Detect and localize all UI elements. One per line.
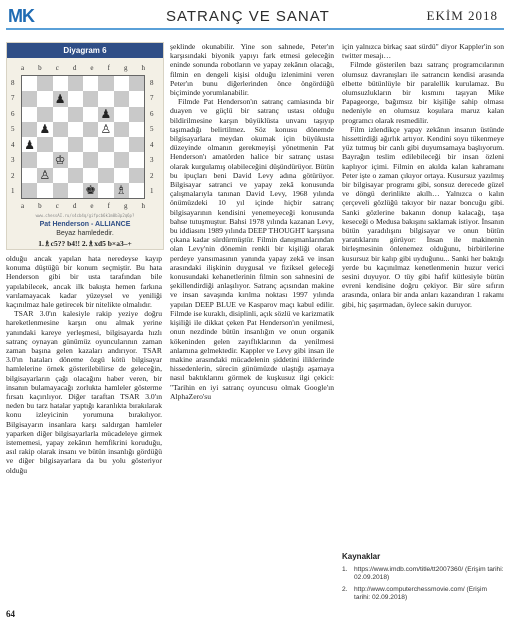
text-column-3 [342, 42, 504, 309]
board-square [129, 91, 144, 106]
board-square [98, 152, 113, 167]
file-label: g [123, 202, 128, 210]
diagram-players: Pat Henderson - ALLIANCE [39, 221, 131, 228]
paragraph: şeklinde okunabilir. Yine son sahnede, Peter'ın karşısındaki biyonik yapıyı fark etmesi geleceğin eninde sonunda robotların ve yapay zekânın olacağı, filmin en dengeli kişisi olduğu izlenimini veren Peter'ın bunu diğerlerinden önce öngördüğü biçiminde yorumlanabilir. [170, 42, 334, 98]
magazine-logo: MK [8, 6, 34, 26]
board-square [83, 152, 98, 167]
page-number: 64 [6, 609, 15, 619]
file-label: h [141, 64, 145, 72]
rank-label: 7 [150, 94, 154, 103]
chess-diagram [6, 42, 164, 250]
file-label: d [72, 202, 77, 210]
board-square [37, 137, 52, 152]
chess-piece-square: ♗ [114, 183, 129, 198]
chess-piece-square: ♙ [37, 168, 52, 183]
rank-label: 4 [11, 140, 15, 149]
chess-piece-square: ♟ [53, 91, 68, 106]
file-label: c [55, 64, 59, 72]
chess-board [21, 75, 145, 199]
board-square [129, 152, 144, 167]
paragraph: Filmde Pat Henderson'ın satranç camiasında bir duayen ve güçlü bir satranç ustası olduğu bildirilmesine karşın büyüklüsta unvanı taşıyıp taşımadığı belirtilmez. Söz konusu dönemde bilgisayarlara meydan okumak için büyükusta düzeyinde olmanın gerekmeyişi yönetmenin Pat Henderson'ı amatörden halice bir satranç ustası olarak kurgulamış olabileceğini düşündürüyor. Bütün bu ipuçları beni David Levy adına götürüyor. Bilgisayar satranci ve yapay zekâ konusunda çalışmalarıyla tanınan David Levy, 1968 yılında önümüzdeki 10 yıl içinde hiçbir satranç bilgisayarının kendisini yenemeyeceği konusunda bahse tutuşmuştur. Bahsi 1978 yılında kazanan Levy, bu iddiasını 1989 yılında DEEP THOUGHT karşısına çıkana kadar sürdürmüştür. Filmin danışmanlarından olan Levy'nin dönemin renkli bir kişiliği olarak perdeye yansımasının yanında yapay zekâ ve insan arasındaki ilişkinin duygusal ve fiziksel geleceği konusundaki kehanetlerinin filmin son sahnesini de şekillendirdiği anlaşılıyor. Satranç açısından makine ve insan savaşında kırılma noktası 1997 yılında yapılan DEEP BLUE ve Kasparov maçı kabul edilir. Filmde ise kuraklı, disiplinli, açık sözlü ve karizmatik kişiliği ile dikkat çeken Pat Henderson'ın yenilmesi, onun nezdinde bütün insanlığın ve onun organik kökeninden gelen zayıflıklarının da yenilmesi anlamına gelmektedir. Kappler ve Levy gibi insan ile makine arasındaki mücadelenin şiddetini iliklerinde hissedenlerin, sürecin günümüzde ulaştığı aşamaya nasıl baktıklarını görmek de kuşkusuz ilgi çekici: "Tarihin en iyi satranç oyuncusu olmak Google'ın AlphaZero'su [170, 97, 334, 401]
reference-number: 2. [342, 585, 348, 593]
issue-date: EKİM 2018 [426, 8, 498, 23]
rank-label: 2 [150, 171, 154, 180]
paragraph: Film izlendikçe yapay zekânın insanın üstünde hissettirdiği ağırlık artıyor. Kendini soyu tükenmeye yüz tutmuş bir canlı gibi duyumsamaya başlıyorum. Bayrağın teslim edilebileceği bir insan özleni kaplıyor içimi. Filmin en akılda kalan kahramanı Peter işte o zaman çıkıyor ortaya. Kusursuz yazılmış bir bilgisayar programı gibi, sonsuz derecede güzel ve döngü derinlikte akılh… Yalnızca o kalın çerçeveli gözlüğü takıyor bir nazar boncuğu gibi. Sanki gözlerine bakanın donup kalacağı, taşa keseceği o Medusa bakışını saklamak istiyor. İnsanın bütün yaradılışını bilgisayar ve onun bütün yaratıklarını görüyor: İnsan ile makinenin birleşmesinin önlenemez olduğunu, birbirilerine kusursuz bir kalıp gibi uyduğunu... Sanki her baktığı yerde bu kaçınılmaz kenetlenmenin huzur verici sesini duyuyor. O tüy gibi hafif kütlesiyle bütün evreni kendisine doğru çekiyor. Bir süre sıfırın arasında, onlara bir anda anları kazandıran 1 rakamı gibi, hiç şaşırmadan, öylece sakin duruyor. [342, 124, 504, 309]
board-square [22, 76, 37, 91]
board-square [98, 91, 113, 106]
file-label: f [107, 202, 110, 210]
paragraph: için yalnızca birkaç saat sürdü" diyor Kappler'in son twitter mesajı… [342, 42, 504, 61]
board-square [53, 168, 68, 183]
file-label: a [21, 64, 25, 72]
files-bottom [21, 202, 145, 210]
ranks-left [11, 75, 15, 199]
board-square [68, 168, 83, 183]
ranks-right [150, 75, 154, 199]
file-label: e [90, 64, 94, 72]
board-square [37, 107, 52, 122]
board-square [53, 122, 68, 137]
board-square [53, 107, 68, 122]
board-square [114, 91, 129, 106]
board-square [83, 76, 98, 91]
board-square [68, 107, 83, 122]
chess-piece-square: ♟ [37, 122, 52, 137]
file-label: g [123, 64, 128, 72]
board-square [37, 152, 52, 167]
diagram-moves: 1.♗c5?? b4!! 2.♗xd5 b×a3–+ [38, 239, 132, 248]
file-label: c [55, 202, 59, 210]
board-square [114, 137, 129, 152]
reference-number: 1. [342, 566, 348, 573]
file-label: f [107, 64, 110, 72]
board-square [22, 183, 37, 198]
page-header [6, 6, 504, 40]
rank-label: 6 [11, 109, 15, 118]
board-square [83, 91, 98, 106]
rank-label: 3 [11, 156, 15, 165]
board-square [68, 91, 83, 106]
rank-label: 8 [11, 78, 15, 87]
board-square [114, 107, 129, 122]
text-column-1 [6, 254, 162, 475]
board-square [22, 91, 37, 106]
diagram-to-move: Beyaz hamlededir. [56, 230, 114, 237]
file-label: d [72, 64, 77, 72]
chess-piece-square: ♚ [83, 183, 98, 198]
rank-label: 6 [150, 109, 154, 118]
board-square [129, 137, 144, 152]
board-square [83, 122, 98, 137]
chess-piece-square: ♙ [98, 122, 113, 137]
board-square [83, 107, 98, 122]
board-square [129, 168, 144, 183]
board-square [114, 76, 129, 91]
board-square [98, 137, 113, 152]
magazine-title: SATRANÇ VE SANAT [166, 8, 330, 25]
file-label: h [141, 202, 145, 210]
rank-label: 4 [150, 140, 154, 149]
board-square [129, 183, 144, 198]
files-top [21, 64, 145, 72]
header-rule [6, 28, 504, 30]
board-square [83, 137, 98, 152]
rank-label: 8 [150, 78, 154, 87]
reference-link[interactable]: http://www.computerchessmovie.com/ (Erişim tarihi: 02.09.2018) [354, 585, 488, 602]
chess-piece-square: ♟ [22, 137, 37, 152]
board-square [129, 122, 144, 137]
board-square [129, 76, 144, 91]
rank-label: 3 [150, 156, 154, 165]
paragraph: olduğu ancak yapılan hata neredeyse kayıp konuma düştüğü bir konum seçmiştir. Bu hata Henderson gibi bir usta tarafından bile yapılabilecek, ancak ilk bakışta hemen farkına varılamayacak kadar yüzeysel ve yeniliği kaçınılmaz hale getirecek bir nitelikte olmalıdır. [6, 254, 162, 310]
rank-label: 5 [11, 125, 15, 134]
references-title: Kaynaklar [342, 552, 381, 561]
board-square [37, 76, 52, 91]
board-square [68, 152, 83, 167]
diagram-fen: www.chessAI.ru/s4cb4q/gifpcb6k1m0b3p2q6p? [35, 213, 135, 218]
board-square [98, 76, 113, 91]
file-label: e [90, 202, 94, 210]
board-square [98, 183, 113, 198]
board-square [22, 107, 37, 122]
board-square [114, 152, 129, 167]
chess-piece-square: ♟ [98, 107, 113, 122]
reference-item [342, 586, 504, 603]
board-square [53, 183, 68, 198]
paragraph: TSAR 3.0'ın kalesiyle rakip yeziye doğru hareketlenmesine karşın onu almak yerine yanındaki kareye yerleşmesi, bilgisayarda hızlı satranç oynayan günümüz oyuncularının zaman zaman başına gelen kazaları andırıyor. TSAR 3.0'ın hataları döneme özgü kötü bilgisayar hamlelerine örnek gösterilebilirse de geleceğin, bilgisayarların çağı olacağını haber veren, bir insanın bulamayacağı zorlukta hamleler gösterme fırsatı kaçırılıyor. Diğer taraftan TSAR 3.0'ın neden bu tarz hatalar yaptığı karanlıkta bırakılarak konu izleyicinin yorumuna bırakılıyor. Bilgisayarın insanlara karşı saldırgan hamleler yaparken diğer bilgisayarlarla mücadeleye girmek istememesi, yapay zekânın hemfikrini koruduğu, asıl rakip olarak insanı ve bütün insanlığı gördüğü ve diğer bilgisayarlara da bu yolu gösteriyor olduğu [6, 309, 162, 475]
reference-item [342, 566, 504, 583]
file-label: b [38, 202, 42, 210]
references-list [342, 566, 504, 606]
board-square [68, 122, 83, 137]
rank-label: 5 [150, 125, 154, 134]
board-square [22, 152, 37, 167]
paragraph: Filmde gösterilen bazı satranç programcılarının olumsuz davranışları ile satrancın kendisi arasında elbette bütünlüyle bir paralellik kurulamaz. Bu olumsuzlukların bir kısmını taşıyan Mike Papageorge, bağımsız bir kişiliğe sahip olması nedeniyle en olumsuz koşulara maruz kalan programcı olarak resmedilir. [342, 60, 504, 125]
board-square [129, 107, 144, 122]
text-column-2 [170, 42, 334, 401]
board-square [22, 168, 37, 183]
board-square [114, 168, 129, 183]
board-square [83, 168, 98, 183]
rank-label: 1 [11, 187, 15, 196]
board-square [22, 122, 37, 137]
reference-link[interactable]: https://www.imdb.com/title/tt2007360/ (Erişim tarihi: 02.09.2018) [354, 566, 504, 582]
chess-piece-square: ♔ [53, 152, 68, 167]
file-label: a [21, 202, 25, 210]
board-square [37, 91, 52, 106]
board-square [53, 137, 68, 152]
board-square [68, 137, 83, 152]
board-square [98, 168, 113, 183]
rank-label: 1 [150, 187, 154, 196]
board-square [68, 183, 83, 198]
board-square [37, 183, 52, 198]
rank-label: 7 [11, 94, 15, 103]
board-square [114, 122, 129, 137]
board-square [68, 76, 83, 91]
rank-label: 2 [11, 171, 15, 180]
file-label: b [38, 64, 42, 72]
board-square [53, 76, 68, 91]
diagram-title: Diyagram 6 [7, 43, 163, 58]
